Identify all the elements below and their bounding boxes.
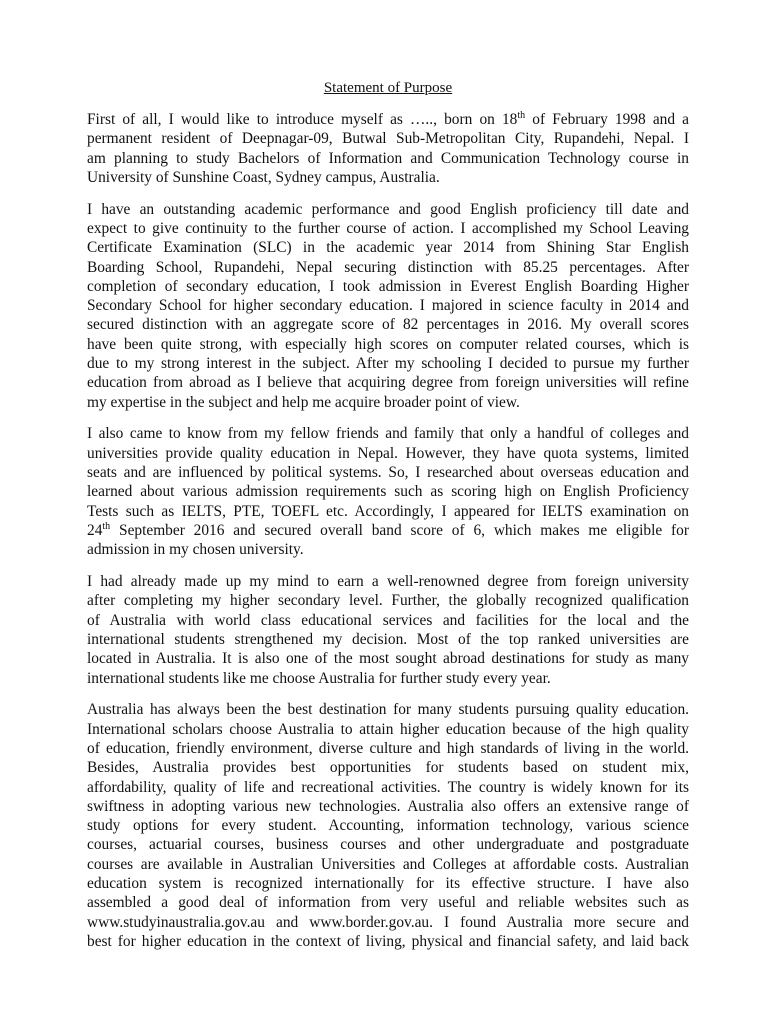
line-text: University of Sunshine Coast, Sydney campus, Australia. (87, 168, 440, 186)
text-line (87, 540, 689, 559)
text-line (87, 855, 689, 874)
text-line (87, 700, 689, 719)
text-line (87, 393, 689, 412)
document-title: Statement of Purpose (323, 80, 453, 96)
line-text: Tests such as IELTS, PTE, TOEFL etc. Accordingly, I appeared for IELTS examination on (87, 502, 689, 520)
line-text: affordability, quality of life and recreational activities. The country is widely known for its (87, 778, 689, 796)
text-line (87, 649, 689, 668)
line-text: international students like me choose Australia for further study every year. (87, 669, 551, 687)
text-line (87, 816, 689, 835)
text-line (87, 277, 689, 296)
text-line (87, 669, 689, 688)
paragraph (87, 424, 689, 559)
text-line (87, 521, 689, 540)
superscript: th (102, 520, 111, 532)
text-line (87, 913, 689, 932)
line-text: I had already made up my mind to earn a well-renowned degree from foreign university (87, 573, 689, 591)
text-line (87, 611, 689, 630)
document-body (87, 110, 689, 951)
paragraph (87, 110, 689, 187)
text-line (87, 129, 689, 148)
paragraph (87, 200, 689, 412)
text-line (87, 354, 689, 373)
line-text: due to my strong interest in the subject. After my schooling I decided to pursue my further (87, 355, 689, 373)
line-text: courses are available in Australian Universities and Colleges at affordable costs. Australian (87, 855, 689, 873)
text-line (87, 835, 689, 854)
paragraph (87, 700, 689, 951)
text-line (87, 482, 689, 501)
text-line (87, 463, 689, 482)
superscript: th (517, 110, 526, 121)
line-text: education system is recognized internationally for its effective structure. I have also (87, 874, 689, 892)
line-text: permanent resident of Deepnagar-09, Butwal Sub-Metropolitan City, Rupandehi, Nepal. I (87, 130, 689, 148)
line-text: secured distinction with an aggregate score of 82 percentages in 2016. My overall scores (87, 316, 689, 334)
line-text: my expertise in the subject and help me acquire broader point of view. (87, 393, 520, 411)
line-text: September 2016 and secured overall band score of 6, which makes me eligible for (110, 521, 689, 539)
line-text: International scholars choose Australia to attain higher education because of the high quality (87, 720, 689, 738)
line-text: Certificate Examination (SLC) in the academic year 2014 from Shining Star English (87, 239, 689, 257)
text-line (87, 373, 689, 392)
line-text: Australia has always been the best destination for many students pursuing quality education. (87, 701, 689, 719)
text-line (87, 874, 689, 893)
line-text: education from abroad as I believe that acquiring degree from foreign universities will refine (87, 374, 689, 392)
line-text: seats and are influenced by political systems. So, I researched about overseas education and (87, 464, 689, 482)
text-line (87, 296, 689, 315)
text-line (87, 932, 689, 951)
text-line (87, 893, 689, 912)
line-text: expect to give continuity to the further course of action. I accomplished my School Leaving (87, 219, 689, 237)
line-text: completion of secondary education, I took admission in Everest English Boarding Higher (87, 277, 689, 295)
text-line (87, 758, 689, 777)
line-text: 24 (87, 521, 103, 539)
line-text: located in Australia. It is also one of the most sought abroad destinations for study as many (87, 650, 689, 668)
line-text: have been quite strong, with especially high scores on computer related courses, which is (87, 335, 689, 353)
text-line (87, 630, 689, 649)
line-text: I have an outstanding academic performance and good English proficiency till date and (87, 200, 689, 218)
line-text: First of all, I would like to introduce myself as ….., born on 18 (87, 111, 518, 128)
line-text: Besides, Australia provides best opportunities for students based on student mix, (87, 759, 689, 777)
line-text: I also came to know from my fellow friends and family that only a handful of colleges and (87, 425, 689, 443)
line-text: Boarding School, Rupandehi, Nepal securing distinction with 85.25 percentages. After (87, 258, 689, 276)
text-line (87, 778, 689, 797)
line-text: courses, actuarial courses, business courses and other undergraduate and postgraduate (87, 836, 689, 854)
line-text: am planning to study Bachelors of Information and Communication Technology course in (87, 149, 689, 167)
text-line (87, 149, 689, 168)
text-line (87, 720, 689, 739)
line-text: swiftness in adopting various new technologies. Australia also offers an extensive range of (87, 797, 689, 815)
paragraph (87, 572, 689, 688)
line-text: assembled a good deal of information from very useful and reliable websites such as (87, 894, 689, 912)
text-line (87, 444, 689, 463)
line-text: learned about various admission requirements such as scoring high on English Proficiency (87, 483, 689, 501)
line-text: Secondary School for higher secondary education. I majored in science faculty in 2014 and (87, 297, 689, 315)
text-line (87, 110, 689, 129)
line-text: of February 1998 and a (525, 111, 689, 128)
line-text: admission in my chosen university. (87, 541, 304, 559)
text-line (87, 200, 689, 219)
document-page (87, 78, 689, 964)
line-text: universities provide quality education in Nepal. However, they have quota systems, limited (87, 444, 689, 462)
line-text: after completing my higher secondary level. Further, the globally recognized qualification (87, 592, 689, 610)
line-text: www.studyinaustralia.gov.au and www.border.gov.au. I found Australia more secure and (87, 913, 689, 931)
text-line (87, 502, 689, 521)
text-line (87, 572, 689, 591)
line-text: best for higher education in the context of living, physical and financial safety, and laid back (87, 932, 689, 950)
text-line (87, 258, 689, 277)
text-line (87, 315, 689, 334)
line-text: international students strengthened my decision. Most of the top ranked universities are (87, 630, 689, 648)
text-line (87, 797, 689, 816)
line-text: of education, friendly environment, diverse culture and high standards of living in the world. (87, 739, 689, 757)
line-text: study options for every student. Accounting, information technology, various science (87, 817, 689, 835)
text-line (87, 424, 689, 443)
text-line (87, 335, 689, 354)
line-text: of Australia with world class educational services and facilities for the local and the (87, 611, 689, 629)
text-line (87, 219, 689, 238)
text-line (87, 739, 689, 758)
text-line (87, 168, 689, 187)
text-line (87, 591, 689, 610)
text-line (87, 238, 689, 257)
